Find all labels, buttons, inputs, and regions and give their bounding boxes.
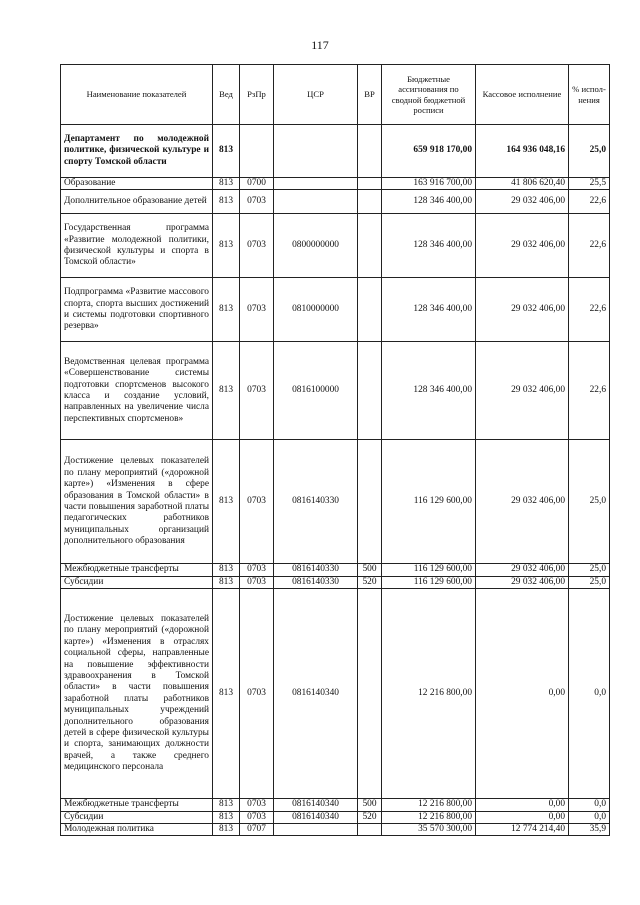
row-ved: 813 [213, 214, 240, 278]
row-percent: 0,0 [569, 589, 610, 799]
row-name: Субсидии [61, 576, 213, 588]
row-percent: 22,6 [569, 278, 610, 342]
row-csr [274, 824, 358, 836]
row-budget: 128 346 400,00 [382, 214, 476, 278]
row-vr [358, 824, 382, 836]
row-csr: 0816140330 [274, 564, 358, 576]
row-rzpr: 0703 [240, 589, 274, 799]
row-csr: 0816100000 [274, 342, 358, 440]
row-ved: 813 [213, 190, 240, 214]
row-budget: 116 129 600,00 [382, 576, 476, 588]
row-csr: 0810000000 [274, 278, 358, 342]
row-budget: 12 216 800,00 [382, 799, 476, 811]
table-row [61, 576, 610, 588]
row-rzpr: 0703 [240, 214, 274, 278]
table-row [61, 278, 610, 342]
row-name: Молодежная политика [61, 824, 213, 836]
row-percent: 25,0 [569, 564, 610, 576]
header-rzpr: РзПр [240, 65, 274, 125]
row-budget: 163 916 700,00 [382, 178, 476, 190]
row-percent: 35,9 [569, 824, 610, 836]
row-cash: 12 774 214,40 [476, 824, 569, 836]
header-name: Наименование показателей [61, 65, 213, 125]
header-ved: Вед [213, 65, 240, 125]
row-name: Департамент по молодежной политике, физической культуре и спорту Томской области [61, 125, 213, 178]
row-ved: 813 [213, 589, 240, 799]
row-cash: 29 032 406,00 [476, 564, 569, 576]
row-csr: 0816140340 [274, 799, 358, 811]
row-vr [358, 278, 382, 342]
row-vr: 500 [358, 564, 382, 576]
row-cash: 29 032 406,00 [476, 214, 569, 278]
row-budget: 128 346 400,00 [382, 278, 476, 342]
row-ved: 813 [213, 178, 240, 190]
row-budget: 12 216 800,00 [382, 589, 476, 799]
row-name: Ведомственная целевая программа «Совершенствование системы подготовки спортсменов высокого класса и создание условий, направленных на увеличение числа перспективных спортсменов» [61, 342, 213, 440]
row-vr [358, 440, 382, 564]
row-csr: 0816140330 [274, 576, 358, 588]
row-ved: 813 [213, 824, 240, 836]
row-cash: 164 936 048,16 [476, 125, 569, 178]
row-ved: 813 [213, 125, 240, 178]
row-csr: 0816140340 [274, 811, 358, 823]
row-cash: 0,00 [476, 811, 569, 823]
row-vr [358, 589, 382, 799]
row-vr [358, 178, 382, 190]
table-header-row [61, 65, 610, 125]
row-csr [274, 125, 358, 178]
table-row [61, 799, 610, 811]
row-ved: 813 [213, 278, 240, 342]
row-cash: 0,00 [476, 799, 569, 811]
row-rzpr: 0703 [240, 342, 274, 440]
row-percent: 0,0 [569, 811, 610, 823]
row-name: Образование [61, 178, 213, 190]
page-number: 117 [311, 38, 329, 52]
row-percent: 22,6 [569, 342, 610, 440]
row-name: Государственная программа «Развитие молодежной политики, физической культуры и спорта в Томской области» [61, 214, 213, 278]
row-percent: 25,0 [569, 576, 610, 588]
table-row [61, 342, 610, 440]
row-rzpr: 0703 [240, 278, 274, 342]
row-rzpr: 0703 [240, 576, 274, 588]
row-rzpr: 0703 [240, 564, 274, 576]
table-row [61, 214, 610, 278]
row-rzpr: 0703 [240, 811, 274, 823]
row-percent: 22,6 [569, 190, 610, 214]
row-budget: 116 129 600,00 [382, 564, 476, 576]
row-vr [358, 214, 382, 278]
table-row [61, 178, 610, 190]
row-ved: 813 [213, 440, 240, 564]
row-csr: 0816140330 [274, 440, 358, 564]
row-cash: 29 032 406,00 [476, 190, 569, 214]
table-row [61, 440, 610, 564]
row-csr [274, 178, 358, 190]
row-name: Субсидии [61, 811, 213, 823]
row-ved: 813 [213, 564, 240, 576]
row-rzpr: 0703 [240, 190, 274, 214]
row-ved: 813 [213, 342, 240, 440]
row-rzpr [240, 125, 274, 178]
row-csr: 0816140340 [274, 589, 358, 799]
row-vr [358, 190, 382, 214]
row-budget: 128 346 400,00 [382, 190, 476, 214]
row-vr [358, 342, 382, 440]
row-budget: 35 570 300,00 [382, 824, 476, 836]
table-row [61, 564, 610, 576]
header-csr: ЦСР [274, 65, 358, 125]
row-vr: 500 [358, 799, 382, 811]
row-budget: 12 216 800,00 [382, 811, 476, 823]
header-percent: % испол-нения [569, 65, 610, 125]
row-name: Межбюджетные трансферты [61, 799, 213, 811]
row-rzpr: 0707 [240, 824, 274, 836]
header-cash: Кассовое исполнение [476, 65, 569, 125]
table-row [61, 589, 610, 799]
header-vr: ВР [358, 65, 382, 125]
row-cash: 0,00 [476, 589, 569, 799]
row-vr: 520 [358, 576, 382, 588]
row-percent: 0,0 [569, 799, 610, 811]
row-name: Дополнительное образование детей [61, 190, 213, 214]
row-vr [358, 125, 382, 178]
table-row [61, 190, 610, 214]
row-cash: 29 032 406,00 [476, 576, 569, 588]
row-rzpr: 0703 [240, 440, 274, 564]
table-row [61, 811, 610, 823]
row-csr [274, 190, 358, 214]
row-rzpr: 0700 [240, 178, 274, 190]
row-name: Достижение целевых показателей по плану мероприятий («дорожной карте») «Изменения в отраслях социальной сферы, направленные на повышение эффективности здравоохранения в Томской области» в части повышения заработной платы работников муниципальных учреждений дополнительного образования детей в сфере физической культуры и спорта, занимающих должности врачей, а также среднего медицинского персонала [61, 589, 213, 799]
row-percent: 25,0 [569, 440, 610, 564]
row-cash: 41 806 620,40 [476, 178, 569, 190]
header-budget: Бюджетные ассигнования по сводной бюджетной росписи [382, 65, 476, 125]
row-name: Подпрограмма «Развитие массового спорта, спорта высших достижений и системы подготовки спортивного резерва» [61, 278, 213, 342]
row-cash: 29 032 406,00 [476, 440, 569, 564]
row-name: Межбюджетные трансферты [61, 564, 213, 576]
row-percent: 25,0 [569, 125, 610, 178]
row-budget: 128 346 400,00 [382, 342, 476, 440]
row-ved: 813 [213, 811, 240, 823]
budget-execution-table [60, 64, 610, 836]
row-rzpr: 0703 [240, 799, 274, 811]
table-row [61, 824, 610, 836]
row-budget: 659 918 170,00 [382, 125, 476, 178]
row-percent: 25,5 [569, 178, 610, 190]
row-cash: 29 032 406,00 [476, 278, 569, 342]
row-cash: 29 032 406,00 [476, 342, 569, 440]
row-ved: 813 [213, 576, 240, 588]
row-ved: 813 [213, 799, 240, 811]
table-row [61, 125, 610, 178]
row-budget: 116 129 600,00 [382, 440, 476, 564]
row-percent: 22,6 [569, 214, 610, 278]
row-vr: 520 [358, 811, 382, 823]
row-csr: 0800000000 [274, 214, 358, 278]
row-name: Достижение целевых показателей по плану мероприятий («дорожной карте») «Изменения в сфере образования в Томской области» в части повышения заработной платы педагогических работников муниципальных организаций дополнительного образования [61, 440, 213, 564]
